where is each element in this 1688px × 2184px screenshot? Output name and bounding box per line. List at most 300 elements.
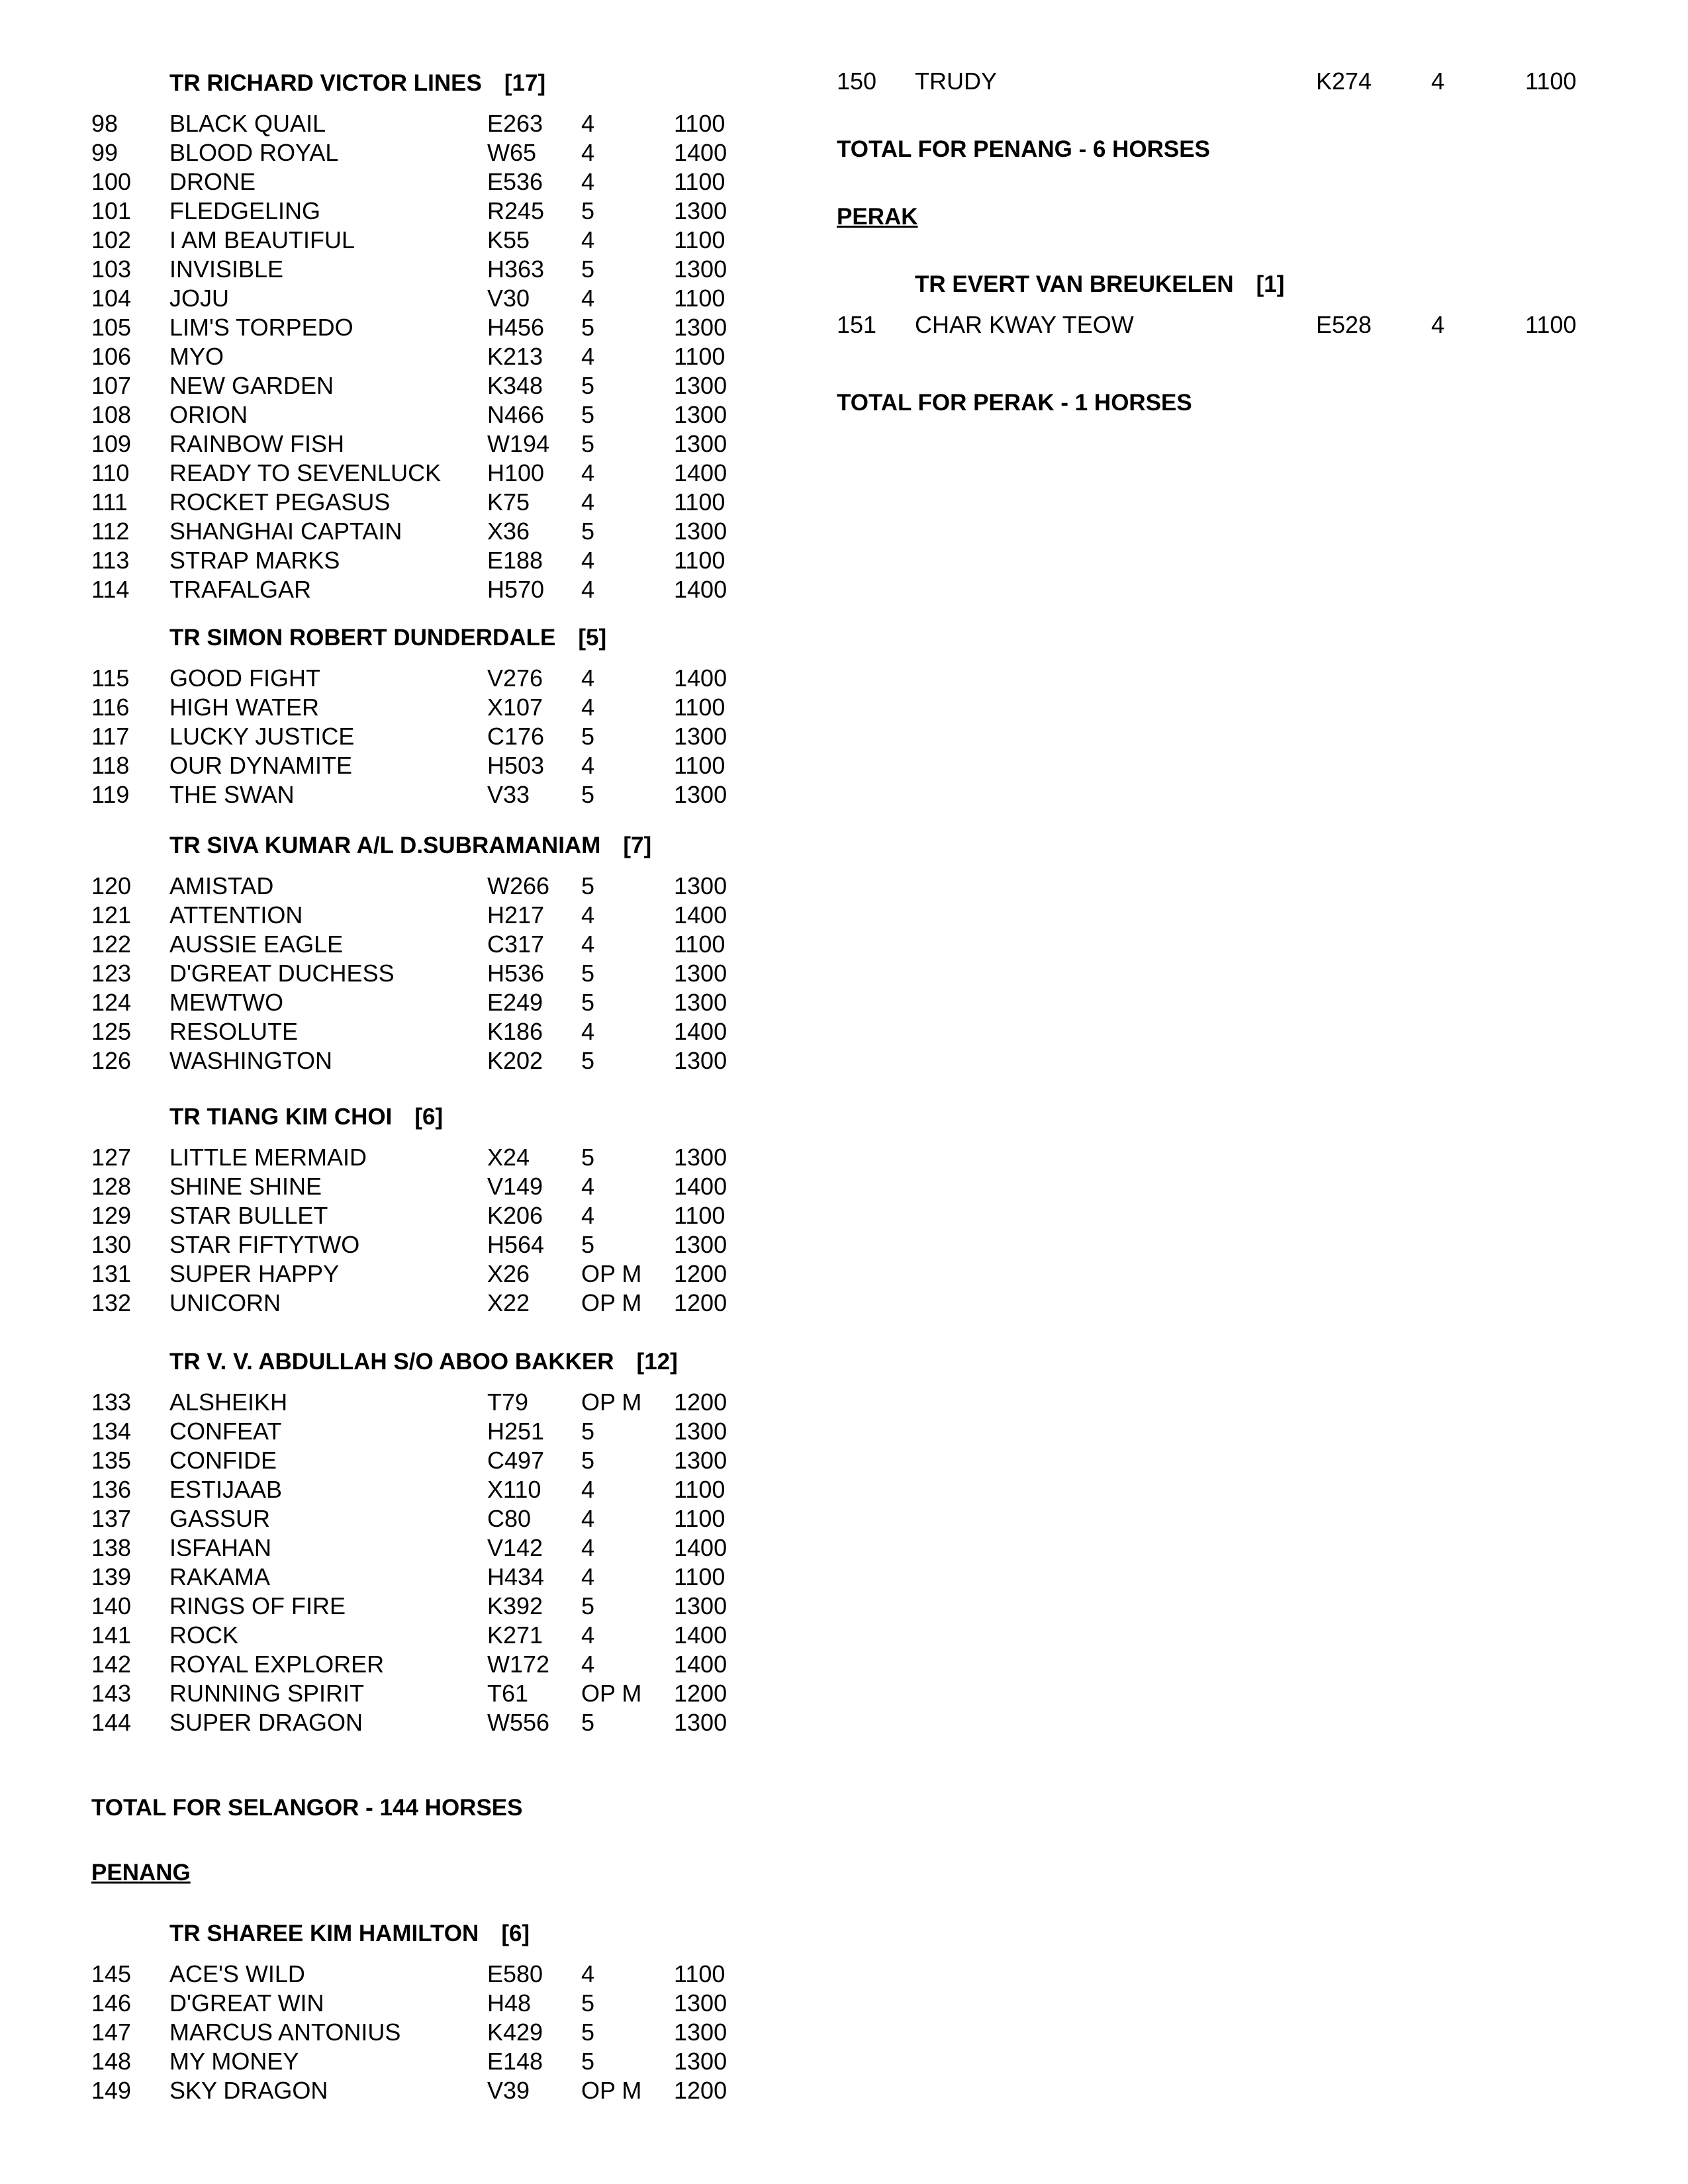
horse-rating: 1300 <box>674 989 727 1016</box>
horse-code: E188 <box>487 547 543 574</box>
horse-name: SHINE SHINE <box>169 1173 322 1200</box>
horse-rating: 1100 <box>1525 68 1577 95</box>
horse-rating: 1300 <box>674 781 727 808</box>
trainer-name-line <box>169 833 651 859</box>
horse-code: V33 <box>487 781 530 808</box>
horse-name: STAR BULLET <box>169 1202 328 1229</box>
horse-row <box>91 1388 753 1418</box>
horse-name: TRAFALGAR <box>169 576 312 603</box>
horse-age: 4 <box>581 1173 595 1200</box>
horse-name: GASSUR <box>169 1505 271 1532</box>
horse-name: READY TO SEVENLUCK <box>169 459 442 486</box>
horse-name: RINGS OF FIRE <box>169 1592 346 1619</box>
horse-code: W266 <box>487 872 550 899</box>
entry-number: 114 <box>91 576 130 603</box>
horse-age: 4 <box>581 547 595 574</box>
entry-number: 138 <box>91 1534 132 1561</box>
trainer-horse-count: [6] <box>501 1921 530 1946</box>
horse-row <box>91 664 753 694</box>
entry-number: 106 <box>91 343 132 370</box>
horse-list <box>91 1388 753 1738</box>
entry-number: 115 <box>91 664 130 692</box>
horse-name: ALSHEIKH <box>169 1388 288 1416</box>
trainer-heading <box>91 66 753 110</box>
entry-number: 133 <box>91 1388 132 1416</box>
entry-number: 116 <box>91 694 130 721</box>
trainer-section <box>91 1100 753 1318</box>
entry-number: 102 <box>91 226 132 253</box>
trainer-name-line <box>169 70 545 97</box>
horse-rating: 1300 <box>674 1144 727 1171</box>
entry-number: 128 <box>91 1173 132 1200</box>
horse-code: H100 <box>487 459 545 486</box>
horse-rating: 1100 <box>674 110 726 137</box>
horse-age: 4 <box>581 1651 595 1678</box>
horse-rating: 1200 <box>674 1289 727 1316</box>
horse-code: H503 <box>487 752 545 779</box>
horse-age: 5 <box>581 1989 595 2017</box>
horse-age: 4 <box>581 931 595 958</box>
trainer-name: TR V. V. ABDULLAH S/O ABOO BAKKER <box>169 1349 614 1375</box>
trainer-horse-count: [1] <box>1256 271 1285 297</box>
horse-row <box>91 1680 753 1709</box>
horse-age: 4 <box>581 1563 595 1590</box>
horse-name: I AM BEAUTIFUL <box>169 226 355 253</box>
horse-name: THE SWAN <box>169 781 295 808</box>
horse-row <box>91 547 753 576</box>
horse-code: K186 <box>487 1018 543 1045</box>
horse-name: ROCK <box>169 1621 239 1649</box>
horse-row <box>91 401 753 430</box>
horse-name: LITTLE MERMAID <box>169 1144 367 1171</box>
horse-name: NEW GARDEN <box>169 372 334 399</box>
horse-code: E263 <box>487 110 543 137</box>
horse-name: ROCKET PEGASUS <box>169 488 391 516</box>
horse-name: CONFIDE <box>169 1447 277 1474</box>
horse-name: AUSSIE EAGLE <box>169 931 344 958</box>
entry-number: 151 <box>837 311 877 338</box>
horse-age: 5 <box>581 781 595 808</box>
horse-rating: 1100 <box>674 168 726 195</box>
horse-code: C497 <box>487 1447 545 1474</box>
horse-row <box>91 168 753 197</box>
horse-row <box>91 1960 753 1989</box>
horse-code: H536 <box>487 960 545 987</box>
horse-code: H48 <box>487 1989 532 2017</box>
horse-code: W65 <box>487 139 537 166</box>
horse-rating: 1300 <box>674 872 727 899</box>
horse-age: 4 <box>581 1621 595 1649</box>
trainer-section <box>837 267 1631 340</box>
trainer-heading <box>91 1100 753 1144</box>
entry-number: 103 <box>91 255 132 283</box>
horse-code: W194 <box>487 430 550 457</box>
horse-age: 5 <box>581 1709 595 1736</box>
horse-age: 4 <box>581 1018 595 1045</box>
horse-code: K274 <box>1316 68 1372 95</box>
horse-row <box>91 1651 753 1680</box>
horse-code: V149 <box>487 1173 543 1200</box>
horse-row <box>91 1989 753 2019</box>
horse-row <box>91 343 753 372</box>
horse-code: W172 <box>487 1651 550 1678</box>
horse-rating: 1400 <box>674 1173 727 1200</box>
horse-age: 5 <box>581 197 595 224</box>
horse-rating: 1300 <box>674 1447 727 1474</box>
horse-rating: 1400 <box>674 1018 727 1045</box>
horse-age: 5 <box>581 518 595 545</box>
horse-name: STRAP MARKS <box>169 547 340 574</box>
horse-age: 4 <box>581 343 595 370</box>
horse-name: SHANGHAI CAPTAIN <box>169 518 402 545</box>
horse-name: INVISIBLE <box>169 255 284 283</box>
horse-row <box>91 1534 753 1563</box>
horse-name: ATTENTION <box>169 901 303 929</box>
horse-name: FLEDGELING <box>169 197 321 224</box>
horse-rating: 1100 <box>674 1563 726 1590</box>
horse-list <box>91 1960 753 2106</box>
horse-rating: 1300 <box>674 314 727 341</box>
entry-number: 143 <box>91 1680 132 1707</box>
horse-rating: 1200 <box>674 2077 727 2104</box>
horse-name: SUPER DRAGON <box>169 1709 363 1736</box>
horse-age: 5 <box>581 960 595 987</box>
horse-rating: 1400 <box>674 1534 727 1561</box>
entry-number: 100 <box>91 168 132 195</box>
trainer-name: TR SHAREE KIM HAMILTON <box>169 1921 479 1946</box>
trainer-name: TR EVERT VAN BREUKELEN <box>915 271 1234 297</box>
trainer-heading <box>91 829 753 872</box>
horse-age: 4 <box>581 110 595 137</box>
horse-row <box>837 311 1631 340</box>
entry-number: 129 <box>91 1202 132 1229</box>
trainer-name-line <box>169 1104 443 1130</box>
horse-name: LIM'S TORPEDO <box>169 314 353 341</box>
horse-rating: 1200 <box>674 1388 727 1416</box>
horse-age: 5 <box>581 2019 595 2046</box>
trainer-group-penang <box>91 1917 753 2106</box>
entry-number: 125 <box>91 1018 132 1045</box>
trainer-name: TR TIANG KIM CHOI <box>169 1104 393 1130</box>
horse-age: OP M <box>581 2077 642 2104</box>
horse-rating: 1400 <box>674 901 727 929</box>
horse-rating: 1100 <box>674 931 726 958</box>
horse-age: 4 <box>581 576 595 603</box>
entry-number: 109 <box>91 430 132 457</box>
horse-age: OP M <box>581 1289 642 1316</box>
horse-age: 5 <box>581 1047 595 1074</box>
horse-rating: 1100 <box>674 343 726 370</box>
horse-name: ROYAL EXPLORER <box>169 1651 385 1678</box>
trainer-section <box>91 1917 753 2106</box>
horse-name: MY MONEY <box>169 2048 299 2075</box>
horse-age: 4 <box>581 1534 595 1561</box>
horse-row <box>91 197 753 226</box>
horse-row <box>91 723 753 752</box>
horse-code: H456 <box>487 314 545 341</box>
entry-number: 135 <box>91 1447 132 1474</box>
horse-row <box>91 1144 753 1173</box>
entry-number: 126 <box>91 1047 132 1074</box>
horse-age: 4 <box>581 226 595 253</box>
horse-row <box>91 989 753 1018</box>
horse-rating: 1300 <box>674 1989 727 2017</box>
horse-row <box>91 1592 753 1621</box>
entry-number: 107 <box>91 372 132 399</box>
horse-name: D'GREAT WIN <box>169 1989 324 2017</box>
horse-age: 4 <box>581 664 595 692</box>
horse-name: DRONE <box>169 168 256 195</box>
horse-code: H217 <box>487 901 545 929</box>
region-heading-perak: PERAK <box>837 204 918 230</box>
horse-row <box>91 1621 753 1651</box>
horse-row <box>91 1231 753 1260</box>
horse-age: 5 <box>581 1447 595 1474</box>
horse-code: K75 <box>487 488 530 516</box>
horse-code: X110 <box>487 1476 541 1503</box>
horse-rating: 1300 <box>674 197 727 224</box>
horse-name: JOJU <box>169 285 229 312</box>
entry-number: 137 <box>91 1505 132 1532</box>
continued-horse-row <box>837 68 1631 97</box>
horse-rating: 1300 <box>674 430 727 457</box>
horse-age: OP M <box>581 1680 642 1707</box>
horse-name: MEWTWO <box>169 989 283 1016</box>
horse-rating: 1400 <box>674 1651 727 1678</box>
trainer-name-line <box>169 1921 530 1947</box>
horse-code: E580 <box>487 1960 543 1987</box>
horse-row <box>91 1709 753 1738</box>
horse-age: 4 <box>1431 68 1445 95</box>
entry-number: 141 <box>91 1621 132 1649</box>
horse-code: H564 <box>487 1231 545 1258</box>
horse-row <box>91 1447 753 1476</box>
horse-code: E148 <box>487 2048 543 2075</box>
horse-row <box>91 226 753 255</box>
horse-code: K429 <box>487 2019 543 2046</box>
entry-number: 139 <box>91 1563 132 1590</box>
horse-row <box>91 110 753 139</box>
horse-code: K348 <box>487 372 543 399</box>
entry-number: 130 <box>91 1231 132 1258</box>
trainer-heading <box>91 1917 753 1960</box>
total-selangor: TOTAL FOR SELANGOR - 144 HORSES <box>91 1795 523 1821</box>
horse-row <box>91 459 753 488</box>
trainer-horse-count: [5] <box>578 625 607 651</box>
horse-age: 5 <box>581 314 595 341</box>
entry-number: 111 <box>91 488 128 516</box>
horse-code: H570 <box>487 576 545 603</box>
horse-code: V142 <box>487 1534 543 1561</box>
horse-code: V39 <box>487 2077 530 2104</box>
horse-rating: 1300 <box>674 1709 727 1736</box>
horse-row <box>91 2019 753 2048</box>
horse-code: X26 <box>487 1260 530 1287</box>
entry-number: 145 <box>91 1960 132 1987</box>
entry-number: 140 <box>91 1592 132 1619</box>
entry-number: 108 <box>91 401 132 428</box>
horse-name: MARCUS ANTONIUS <box>169 2019 401 2046</box>
horse-code: H434 <box>487 1563 545 1590</box>
trainer-section <box>91 621 753 810</box>
horse-age: 4 <box>581 139 595 166</box>
horse-row <box>91 285 753 314</box>
horse-row <box>91 931 753 960</box>
horse-rating: 1100 <box>1525 311 1577 338</box>
trainer-name-line <box>915 271 1284 298</box>
entry-number: 123 <box>91 960 132 987</box>
horse-row <box>91 576 753 605</box>
horse-name: ORION <box>169 401 248 428</box>
trainer-horse-count: [6] <box>414 1104 444 1130</box>
trainer-horse-count: [12] <box>636 1349 678 1375</box>
horse-row <box>91 960 753 989</box>
horse-row <box>91 694 753 723</box>
horse-name: GOOD FIGHT <box>169 664 320 692</box>
horse-age: 4 <box>581 488 595 516</box>
horse-list <box>91 1144 753 1318</box>
horse-age: 4 <box>581 1505 595 1532</box>
trainer-horse-count: [17] <box>504 70 546 96</box>
horse-row <box>91 2077 753 2106</box>
horse-rating: 1100 <box>674 752 726 779</box>
horse-rating: 1300 <box>674 372 727 399</box>
trainer-heading <box>91 1345 753 1388</box>
horse-name: LUCKY JUSTICE <box>169 723 355 750</box>
horse-row <box>91 752 753 781</box>
horse-row <box>91 1563 753 1592</box>
horse-rating: 1400 <box>674 459 727 486</box>
entry-number: 99 <box>91 139 118 166</box>
entry-number: 149 <box>91 2077 132 2104</box>
entry-number: 147 <box>91 2019 132 2046</box>
entry-number: 118 <box>91 752 130 779</box>
horse-name: UNICORN <box>169 1289 281 1316</box>
horse-name: SUPER HAPPY <box>169 1260 340 1287</box>
horse-name: STAR FIFTYTWO <box>169 1231 360 1258</box>
horse-name: RUNNING SPIRIT <box>169 1680 365 1707</box>
horse-name: RESOLUTE <box>169 1018 299 1045</box>
horse-age: 5 <box>581 372 595 399</box>
trainer-name: TR SIVA KUMAR A/L D.SUBRAMANIAM <box>169 833 601 858</box>
entry-number: 144 <box>91 1709 132 1736</box>
horse-age: OP M <box>581 1260 642 1287</box>
horse-code: H363 <box>487 255 545 283</box>
horse-name: TRUDY <box>915 68 997 95</box>
horse-code: V276 <box>487 664 543 692</box>
trainer-name: TR SIMON ROBERT DUNDERDALE <box>169 625 556 651</box>
horse-code: C176 <box>487 723 545 750</box>
horse-code: T61 <box>487 1680 529 1707</box>
horse-row <box>91 1505 753 1534</box>
horse-rating: 1300 <box>674 960 727 987</box>
trainer-name: TR RICHARD VICTOR LINES <box>169 70 482 96</box>
horse-name: CONFEAT <box>169 1418 282 1445</box>
horse-rating: 1300 <box>674 723 727 750</box>
entry-number: 142 <box>91 1651 132 1678</box>
entry-number: 104 <box>91 285 132 312</box>
entry-number: 131 <box>91 1260 132 1287</box>
horse-age: 4 <box>581 752 595 779</box>
horse-age: 4 <box>581 285 595 312</box>
horse-name: CHAR KWAY TEOW <box>915 311 1134 338</box>
trainer-horse-count: [7] <box>623 833 652 858</box>
horse-name: WASHINGTON <box>169 1047 333 1074</box>
horse-row <box>91 1476 753 1505</box>
horse-age: 4 <box>581 1476 595 1503</box>
trainer-heading <box>837 267 1631 311</box>
trainer-section <box>91 1345 753 1738</box>
entry-number: 127 <box>91 1144 132 1171</box>
horse-rating: 1100 <box>674 547 726 574</box>
horse-rating: 1400 <box>674 576 727 603</box>
trainer-section <box>91 66 753 605</box>
horse-rating: 1300 <box>674 2048 727 2075</box>
horse-age: 5 <box>581 872 595 899</box>
horse-code: W556 <box>487 1709 550 1736</box>
entry-number: 132 <box>91 1289 132 1316</box>
horse-list <box>91 872 753 1076</box>
horse-name: ISFAHAN <box>169 1534 272 1561</box>
horse-row <box>91 139 753 168</box>
horse-age: 4 <box>581 168 595 195</box>
horse-row <box>91 1047 753 1076</box>
horse-age: 5 <box>581 989 595 1016</box>
horse-rating: 1300 <box>674 2019 727 2046</box>
trainer-section <box>91 829 753 1076</box>
entry-number: 124 <box>91 989 132 1016</box>
horse-name: MYO <box>169 343 224 370</box>
horse-row <box>837 68 1631 97</box>
horse-row <box>91 255 753 285</box>
horse-code: K202 <box>487 1047 543 1074</box>
horse-rating: 1400 <box>674 139 727 166</box>
horse-code: K213 <box>487 343 543 370</box>
horse-name: OUR DYNAMITE <box>169 752 353 779</box>
entry-number: 98 <box>91 110 118 137</box>
horse-row <box>91 901 753 931</box>
horse-code: X24 <box>487 1144 530 1171</box>
entry-number: 101 <box>91 197 132 224</box>
entry-number: 119 <box>91 781 130 808</box>
horse-rating: 1400 <box>674 664 727 692</box>
horse-name: RAINBOW FISH <box>169 430 345 457</box>
horse-list <box>837 311 1631 340</box>
horse-rating: 1300 <box>674 1231 727 1258</box>
horse-code: K55 <box>487 226 530 253</box>
total-perak: TOTAL FOR PERAK - 1 HORSES <box>837 390 1192 416</box>
horse-code: N466 <box>487 401 545 428</box>
horse-rating: 1200 <box>674 1260 727 1287</box>
horse-code: E249 <box>487 989 543 1016</box>
entry-number: 136 <box>91 1476 132 1503</box>
horse-row <box>91 488 753 518</box>
horse-name: HIGH WATER <box>169 694 319 721</box>
horse-name: RAKAMA <box>169 1563 271 1590</box>
trainer-group-perak <box>837 267 1631 340</box>
horse-age: 5 <box>581 255 595 283</box>
horse-age: 4 <box>581 901 595 929</box>
horse-rating: 1300 <box>674 1047 727 1074</box>
horse-code: X107 <box>487 694 543 721</box>
horse-age: 4 <box>581 1202 595 1229</box>
horse-rating: 1400 <box>674 1621 727 1649</box>
horse-code: X36 <box>487 518 530 545</box>
horse-row <box>91 1289 753 1318</box>
horse-rating: 1300 <box>674 1418 727 1445</box>
horse-list <box>91 110 753 605</box>
horse-name: BLACK QUAIL <box>169 110 326 137</box>
